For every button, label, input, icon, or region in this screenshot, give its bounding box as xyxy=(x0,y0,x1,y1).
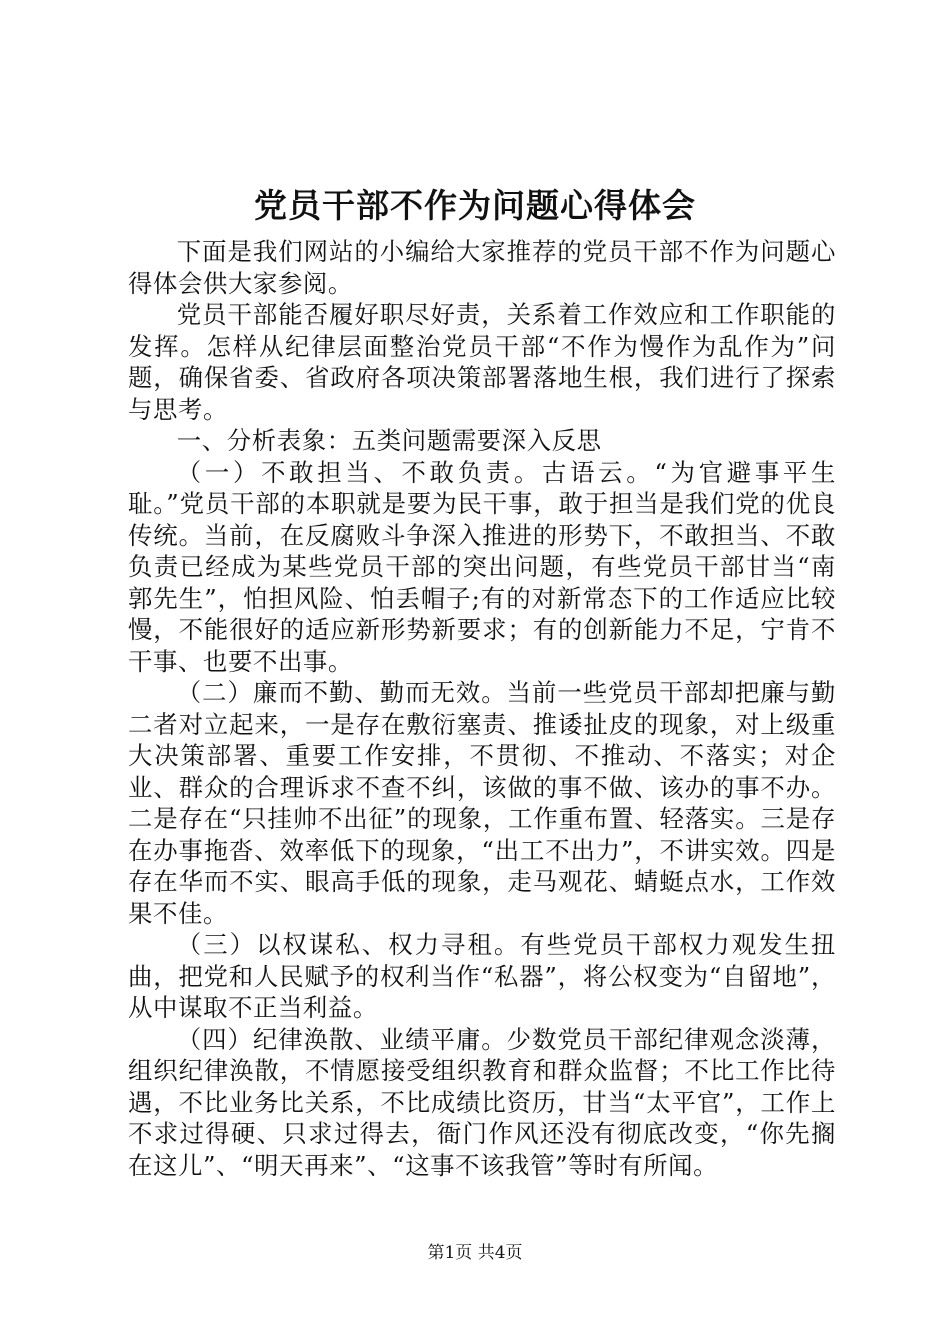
paragraph-item-3: （三）以权谋私、权力寻租。有些党员干部权力观发生扭曲，把党和人民赋予的权利当作“私器”，将公权变为“自留地”，从中谋取不正当利益。 xyxy=(128,930,836,1022)
paragraph-item-1: （一）不敢担当、不敢负责。古语云。“为官避事平生耻。”党员干部的本职就是要为民干事，敢于担当是我们党的优良传统。当前，在反腐败斗争深入推进的形势下，不敢担当、不敢负责已经成为某些党员干部的突出问题，有些党员干部甘当“南郭先生”，怕担风险、怕丢帽子;有的对新常态下的工作适应比较慢，不能很好的适应新形势新要求；有的创新能力不足，宁肯不干事、也要不出事。 xyxy=(128,457,836,676)
paragraph-item-2: （二）廉而不勤、勤而无效。当前一些党员干部却把廉与勤二者对立起来，一是存在敷衍塞责、推诿扯皮的现象，对上级重大决策部署、重要工作安排，不贯彻、不推动、不落实；对企业、群众的合理诉求不查不纠，该做的事不做、该办的事不办。二是存在“只挂帅不出征”的现象，工作重布置、轻落实。三是存在办事拖沓、效率低下的现象，“出工不出力”，不讲实效。四是存在华而不实、眼高手低的现象，走马观花、蜻蜓点水，工作效果不佳。 xyxy=(128,678,836,928)
section-heading-1: 一、分析表象：五类问题需要深入反思 xyxy=(176,426,602,455)
page-footer xyxy=(0,1241,950,1265)
document-body xyxy=(128,236,836,1181)
paragraph-item-4: （四）纪律涣散、业绩平庸。少数党员干部纪律观念淡薄，组织纪律涣散，不情愿接受组织教育和群众监督；不比工作比待遇，不比业务比关系，不比成绩比资历，甘当“太平官”，工作上不求过得硬、只求过得去，衙门作风还没有彻底改变，“你先搁在这儿”、“明天再来”、“这事不该我管”等时有所闻。 xyxy=(128,1024,836,1180)
paragraph-intro: 下面是我们网站的小编给大家推荐的党员干部不作为问题心得体会供大家参阅。 xyxy=(128,237,836,298)
document-title: 党员干部不作为问题心得体会 xyxy=(254,186,696,225)
page-number: 第1页 共4页 xyxy=(427,1243,523,1263)
paragraph-background: 党员干部能否履好职尽好责，关系着工作效应和工作职能的发挥。怎样从纪律层面整治党员干部“不作为慢作为乱作为”问题，确保省委、省政府各项决策部署落地生根，我们进行了探索与思考。 xyxy=(128,300,836,424)
